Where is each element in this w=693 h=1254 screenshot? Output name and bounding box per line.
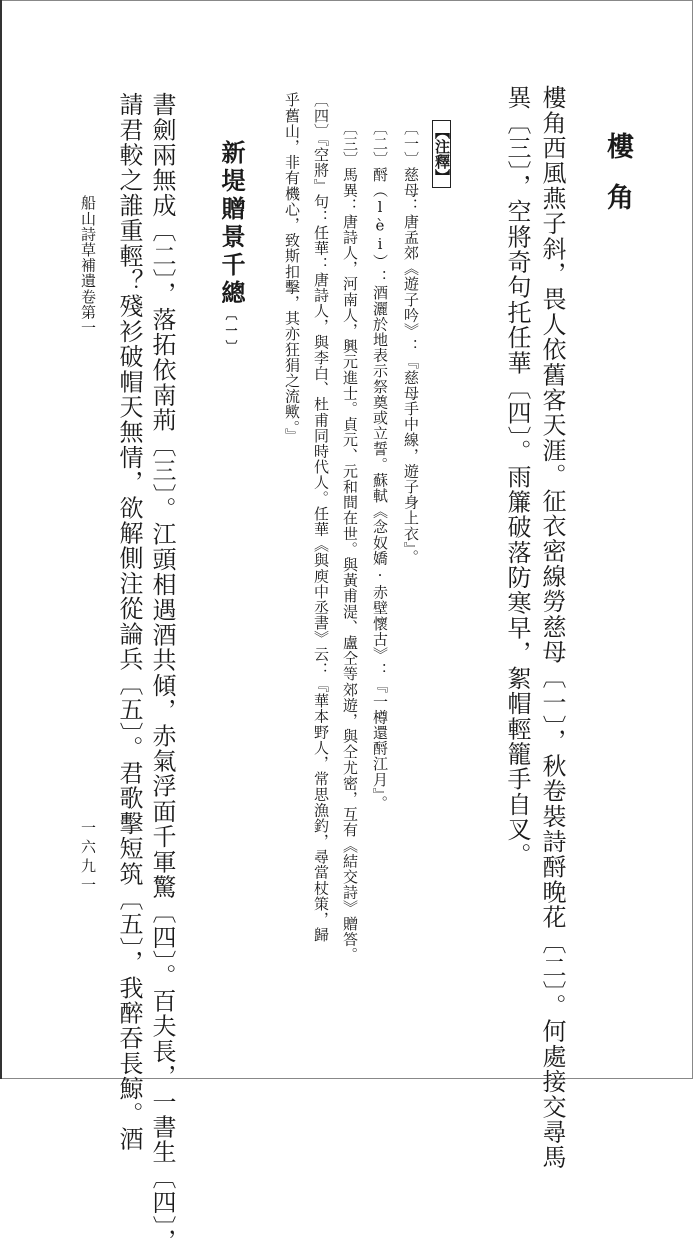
- note-1: 〔一〕慈母：唐孟郊《遊子吟》：『慈母手中線，遊子身上衣』。: [402, 120, 420, 565]
- note-2: 〔二〕酹（lèi）：酒灑於地表示祭奠或立誓。蘇軾《念奴嬌·赤壁懷古》：『一樽還酹江月』。: [371, 120, 389, 811]
- note-3: 〔三〕馬異：唐詩人，河南人，興元進士。貞元、元和間在世。與黃甫湜、盧仝等郊遊，與仝尤密，互有《結交詩》贈答。: [341, 120, 359, 963]
- running-header: 船山詩草補遺卷第一: [79, 195, 97, 336]
- left-border: [0, 0, 2, 1079]
- poem2-line-1: 書劍兩無成〔二〕，落拓依南荊〔三〕。江頭相遇酒共傾，赤氣浮面千軍驚〔四〕。百夫長，一書生〔四〕，: [148, 92, 176, 1254]
- poem2-title-note: 〔一〕: [224, 308, 238, 356]
- poem1-line-1: 樓角西風燕子斜，畏人依舊客天涯。征衣密線勞慈母〔一〕，秋卷裝詩酹晚花〔二〕。何處接交尋馬: [538, 85, 566, 1170]
- poem2-title: [217, 140, 246, 356]
- page-number: 一六九一: [79, 820, 97, 896]
- note-5: 乎舊山，非有機心，致斯扣擊，其亦狂狷之流歟。』: [283, 92, 301, 444]
- poem1-title: 樓角: [602, 132, 633, 234]
- poem2-title-text: 新堤贈景千總: [217, 140, 246, 308]
- poem2-line-2: 請君較之誰重輕？殘衫破帽天無情，欲解側注從論兵〔五〕。君歌擊短筑〔五〕，我醉吞長鯨。酒: [115, 92, 143, 1152]
- poem1-line-2: 異〔三〕，空將奇句托任華〔四〕。雨簾破落防寒早，絮帽輕籠手自叉。: [503, 85, 531, 868]
- notes-heading: 【注釋】: [432, 120, 451, 188]
- note-4: 〔四〕『空將』句：任華：唐詩人，與李白、杜甫同時代人。任華《與庾中丞書》云：『華本野人，常思漁釣，尋當杖策，歸: [312, 92, 330, 943]
